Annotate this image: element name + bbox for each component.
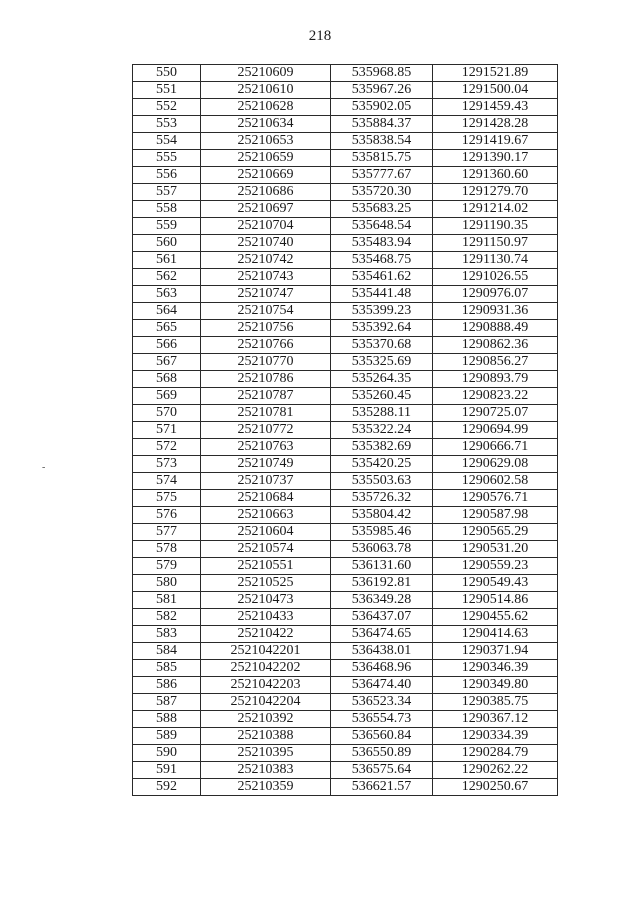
point-code-cell: 25210756 <box>201 320 331 337</box>
row-index-cell: 575 <box>133 490 201 507</box>
row-index-cell: 565 <box>133 320 201 337</box>
point-code-cell: 25210743 <box>201 269 331 286</box>
x-coordinate-cell: 535392.64 <box>331 320 433 337</box>
row-index-cell: 581 <box>133 592 201 609</box>
row-index-cell: 564 <box>133 303 201 320</box>
point-code-cell: 25210704 <box>201 218 331 235</box>
x-coordinate-cell: 535370.68 <box>331 337 433 354</box>
y-coordinate-cell: 1290694.99 <box>433 422 558 439</box>
x-coordinate-cell: 535968.85 <box>331 65 433 82</box>
table-row <box>133 558 558 575</box>
point-code-cell: 25210686 <box>201 184 331 201</box>
table-row <box>133 592 558 609</box>
row-index-cell: 551 <box>133 82 201 99</box>
y-coordinate-cell: 1290602.58 <box>433 473 558 490</box>
table-row <box>133 728 558 745</box>
point-code-cell: 25210653 <box>201 133 331 150</box>
x-coordinate-cell: 535815.75 <box>331 150 433 167</box>
point-code-cell: 25210749 <box>201 456 331 473</box>
point-code-cell: 2521042203 <box>201 677 331 694</box>
point-code-cell: 25210473 <box>201 592 331 609</box>
row-index-cell: 582 <box>133 609 201 626</box>
point-code-cell: 25210786 <box>201 371 331 388</box>
x-coordinate-cell: 535902.05 <box>331 99 433 116</box>
y-coordinate-cell: 1290371.94 <box>433 643 558 660</box>
row-index-cell: 587 <box>133 694 201 711</box>
stray-mark: - <box>42 462 46 473</box>
y-coordinate-cell: 1291428.28 <box>433 116 558 133</box>
x-coordinate-cell: 536131.60 <box>331 558 433 575</box>
x-coordinate-cell: 535260.45 <box>331 388 433 405</box>
row-index-cell: 589 <box>133 728 201 745</box>
point-code-cell: 25210766 <box>201 337 331 354</box>
row-index-cell: 583 <box>133 626 201 643</box>
y-coordinate-cell: 1290455.62 <box>433 609 558 626</box>
x-coordinate-cell: 536575.64 <box>331 762 433 779</box>
x-coordinate-cell: 535838.54 <box>331 133 433 150</box>
row-index-cell: 580 <box>133 575 201 592</box>
point-code-cell: 2521042201 <box>201 643 331 660</box>
x-coordinate-cell: 535288.11 <box>331 405 433 422</box>
point-code-cell: 2521042202 <box>201 660 331 677</box>
row-index-cell: 586 <box>133 677 201 694</box>
table-row <box>133 575 558 592</box>
table-row <box>133 660 558 677</box>
x-coordinate-cell: 536192.81 <box>331 575 433 592</box>
y-coordinate-cell: 1291026.55 <box>433 269 558 286</box>
table-row <box>133 711 558 728</box>
table-row <box>133 269 558 286</box>
x-coordinate-cell: 535483.94 <box>331 235 433 252</box>
y-coordinate-cell: 1291500.04 <box>433 82 558 99</box>
x-coordinate-cell: 536349.28 <box>331 592 433 609</box>
row-index-cell: 558 <box>133 201 201 218</box>
point-code-cell: 25210388 <box>201 728 331 745</box>
x-coordinate-cell: 535468.75 <box>331 252 433 269</box>
table-row <box>133 745 558 762</box>
point-code-cell: 25210737 <box>201 473 331 490</box>
y-coordinate-cell: 1290367.12 <box>433 711 558 728</box>
row-index-cell: 555 <box>133 150 201 167</box>
point-code-cell: 25210551 <box>201 558 331 575</box>
point-code-cell: 25210395 <box>201 745 331 762</box>
x-coordinate-cell: 535726.32 <box>331 490 433 507</box>
point-code-cell: 25210697 <box>201 201 331 218</box>
row-index-cell: 584 <box>133 643 201 660</box>
point-code-cell: 25210763 <box>201 439 331 456</box>
y-coordinate-cell: 1290284.79 <box>433 745 558 762</box>
x-coordinate-cell: 536474.65 <box>331 626 433 643</box>
y-coordinate-cell: 1290385.75 <box>433 694 558 711</box>
y-coordinate-cell: 1291360.60 <box>433 167 558 184</box>
point-code-cell: 25210433 <box>201 609 331 626</box>
point-code-cell: 25210770 <box>201 354 331 371</box>
coordinates-table-body <box>133 65 558 796</box>
x-coordinate-cell: 535648.54 <box>331 218 433 235</box>
table-row <box>133 82 558 99</box>
x-coordinate-cell: 536438.01 <box>331 643 433 660</box>
y-coordinate-cell: 1290888.49 <box>433 320 558 337</box>
point-code-cell: 2521042204 <box>201 694 331 711</box>
point-code-cell: 25210663 <box>201 507 331 524</box>
x-coordinate-cell: 535985.46 <box>331 524 433 541</box>
y-coordinate-cell: 1291279.70 <box>433 184 558 201</box>
table-row <box>133 490 558 507</box>
y-coordinate-cell: 1290334.39 <box>433 728 558 745</box>
row-index-cell: 590 <box>133 745 201 762</box>
y-coordinate-cell: 1290587.98 <box>433 507 558 524</box>
y-coordinate-cell: 1290346.39 <box>433 660 558 677</box>
row-index-cell: 562 <box>133 269 201 286</box>
y-coordinate-cell: 1290262.22 <box>433 762 558 779</box>
table-row <box>133 456 558 473</box>
y-coordinate-cell: 1290976.07 <box>433 286 558 303</box>
row-index-cell: 574 <box>133 473 201 490</box>
row-index-cell: 550 <box>133 65 201 82</box>
y-coordinate-cell: 1290725.07 <box>433 405 558 422</box>
x-coordinate-cell: 535777.67 <box>331 167 433 184</box>
row-index-cell: 557 <box>133 184 201 201</box>
point-code-cell: 25210740 <box>201 235 331 252</box>
table-row <box>133 184 558 201</box>
x-coordinate-cell: 536468.96 <box>331 660 433 677</box>
point-code-cell: 25210781 <box>201 405 331 422</box>
table-row <box>133 99 558 116</box>
y-coordinate-cell: 1291130.74 <box>433 252 558 269</box>
row-index-cell: 559 <box>133 218 201 235</box>
x-coordinate-cell: 536063.78 <box>331 541 433 558</box>
x-coordinate-cell: 535461.62 <box>331 269 433 286</box>
point-code-cell: 25210525 <box>201 575 331 592</box>
y-coordinate-cell: 1290862.36 <box>433 337 558 354</box>
table-row <box>133 507 558 524</box>
x-coordinate-cell: 536474.40 <box>331 677 433 694</box>
point-code-cell: 25210383 <box>201 762 331 779</box>
table-row <box>133 303 558 320</box>
x-coordinate-cell: 535967.26 <box>331 82 433 99</box>
row-index-cell: 563 <box>133 286 201 303</box>
row-index-cell: 588 <box>133 711 201 728</box>
point-code-cell: 25210669 <box>201 167 331 184</box>
table-row <box>133 371 558 388</box>
table-row <box>133 541 558 558</box>
table-row <box>133 167 558 184</box>
y-coordinate-cell: 1291390.17 <box>433 150 558 167</box>
y-coordinate-cell: 1290823.22 <box>433 388 558 405</box>
row-index-cell: 579 <box>133 558 201 575</box>
table-row <box>133 422 558 439</box>
table-row <box>133 694 558 711</box>
table-row <box>133 252 558 269</box>
page-number: 218 <box>308 28 332 44</box>
row-index-cell: 552 <box>133 99 201 116</box>
y-coordinate-cell: 1290629.08 <box>433 456 558 473</box>
table-row <box>133 218 558 235</box>
row-index-cell: 578 <box>133 541 201 558</box>
table-row <box>133 133 558 150</box>
table-row <box>133 337 558 354</box>
row-index-cell: 592 <box>133 779 201 796</box>
row-index-cell: 561 <box>133 252 201 269</box>
x-coordinate-cell: 536437.07 <box>331 609 433 626</box>
row-index-cell: 591 <box>133 762 201 779</box>
x-coordinate-cell: 535804.42 <box>331 507 433 524</box>
x-coordinate-cell: 536560.84 <box>331 728 433 745</box>
y-coordinate-cell: 1290549.43 <box>433 575 558 592</box>
point-code-cell: 25210392 <box>201 711 331 728</box>
point-code-cell: 25210684 <box>201 490 331 507</box>
table-row <box>133 320 558 337</box>
table-row <box>133 643 558 660</box>
table-row <box>133 354 558 371</box>
x-coordinate-cell: 535884.37 <box>331 116 433 133</box>
table-row <box>133 201 558 218</box>
x-coordinate-cell: 535683.25 <box>331 201 433 218</box>
row-index-cell: 556 <box>133 167 201 184</box>
x-coordinate-cell: 535382.69 <box>331 439 433 456</box>
row-index-cell: 553 <box>133 116 201 133</box>
point-code-cell: 25210747 <box>201 286 331 303</box>
x-coordinate-cell: 535503.63 <box>331 473 433 490</box>
point-code-cell: 25210659 <box>201 150 331 167</box>
point-code-cell: 25210634 <box>201 116 331 133</box>
table-row <box>133 439 558 456</box>
row-index-cell: 560 <box>133 235 201 252</box>
point-code-cell: 25210604 <box>201 524 331 541</box>
y-coordinate-cell: 1291521.89 <box>433 65 558 82</box>
point-code-cell: 25210772 <box>201 422 331 439</box>
table-row <box>133 235 558 252</box>
table-row <box>133 762 558 779</box>
y-coordinate-cell: 1291190.35 <box>433 218 558 235</box>
x-coordinate-cell: 535264.35 <box>331 371 433 388</box>
table-row <box>133 609 558 626</box>
y-coordinate-cell: 1291459.43 <box>433 99 558 116</box>
table-row <box>133 150 558 167</box>
y-coordinate-cell: 1291214.02 <box>433 201 558 218</box>
table-row <box>133 473 558 490</box>
x-coordinate-cell: 535322.24 <box>331 422 433 439</box>
row-index-cell: 568 <box>133 371 201 388</box>
x-coordinate-cell: 535441.48 <box>331 286 433 303</box>
y-coordinate-cell: 1290856.27 <box>433 354 558 371</box>
point-code-cell: 25210359 <box>201 779 331 796</box>
y-coordinate-cell: 1290565.29 <box>433 524 558 541</box>
row-index-cell: 570 <box>133 405 201 422</box>
y-coordinate-cell: 1290514.86 <box>433 592 558 609</box>
row-index-cell: 573 <box>133 456 201 473</box>
table-row <box>133 65 558 82</box>
row-index-cell: 566 <box>133 337 201 354</box>
y-coordinate-cell: 1291150.97 <box>433 235 558 252</box>
x-coordinate-cell: 535399.23 <box>331 303 433 320</box>
y-coordinate-cell: 1290349.80 <box>433 677 558 694</box>
point-code-cell: 25210610 <box>201 82 331 99</box>
y-coordinate-cell: 1290414.63 <box>433 626 558 643</box>
x-coordinate-cell: 536550.89 <box>331 745 433 762</box>
row-index-cell: 585 <box>133 660 201 677</box>
y-coordinate-cell: 1290250.67 <box>433 779 558 796</box>
y-coordinate-cell: 1291419.67 <box>433 133 558 150</box>
row-index-cell: 567 <box>133 354 201 371</box>
table-row <box>133 286 558 303</box>
y-coordinate-cell: 1290531.20 <box>433 541 558 558</box>
table-row <box>133 405 558 422</box>
y-coordinate-cell: 1290893.79 <box>433 371 558 388</box>
row-index-cell: 554 <box>133 133 201 150</box>
point-code-cell: 25210754 <box>201 303 331 320</box>
point-code-cell: 25210422 <box>201 626 331 643</box>
row-index-cell: 572 <box>133 439 201 456</box>
table-row <box>133 626 558 643</box>
table-row <box>133 677 558 694</box>
x-coordinate-cell: 536554.73 <box>331 711 433 728</box>
row-index-cell: 571 <box>133 422 201 439</box>
x-coordinate-cell: 535720.30 <box>331 184 433 201</box>
table-row <box>133 779 558 796</box>
point-code-cell: 25210628 <box>201 99 331 116</box>
row-index-cell: 569 <box>133 388 201 405</box>
x-coordinate-cell: 535325.69 <box>331 354 433 371</box>
x-coordinate-cell: 536523.34 <box>331 694 433 711</box>
coordinates-table <box>132 64 558 796</box>
x-coordinate-cell: 535420.25 <box>331 456 433 473</box>
row-index-cell: 576 <box>133 507 201 524</box>
table-row <box>133 116 558 133</box>
table-row <box>133 524 558 541</box>
y-coordinate-cell: 1290559.23 <box>433 558 558 575</box>
y-coordinate-cell: 1290576.71 <box>433 490 558 507</box>
row-index-cell: 577 <box>133 524 201 541</box>
point-code-cell: 25210574 <box>201 541 331 558</box>
table-row <box>133 388 558 405</box>
point-code-cell: 25210609 <box>201 65 331 82</box>
y-coordinate-cell: 1290666.71 <box>433 439 558 456</box>
point-code-cell: 25210742 <box>201 252 331 269</box>
x-coordinate-cell: 536621.57 <box>331 779 433 796</box>
y-coordinate-cell: 1290931.36 <box>433 303 558 320</box>
point-code-cell: 25210787 <box>201 388 331 405</box>
